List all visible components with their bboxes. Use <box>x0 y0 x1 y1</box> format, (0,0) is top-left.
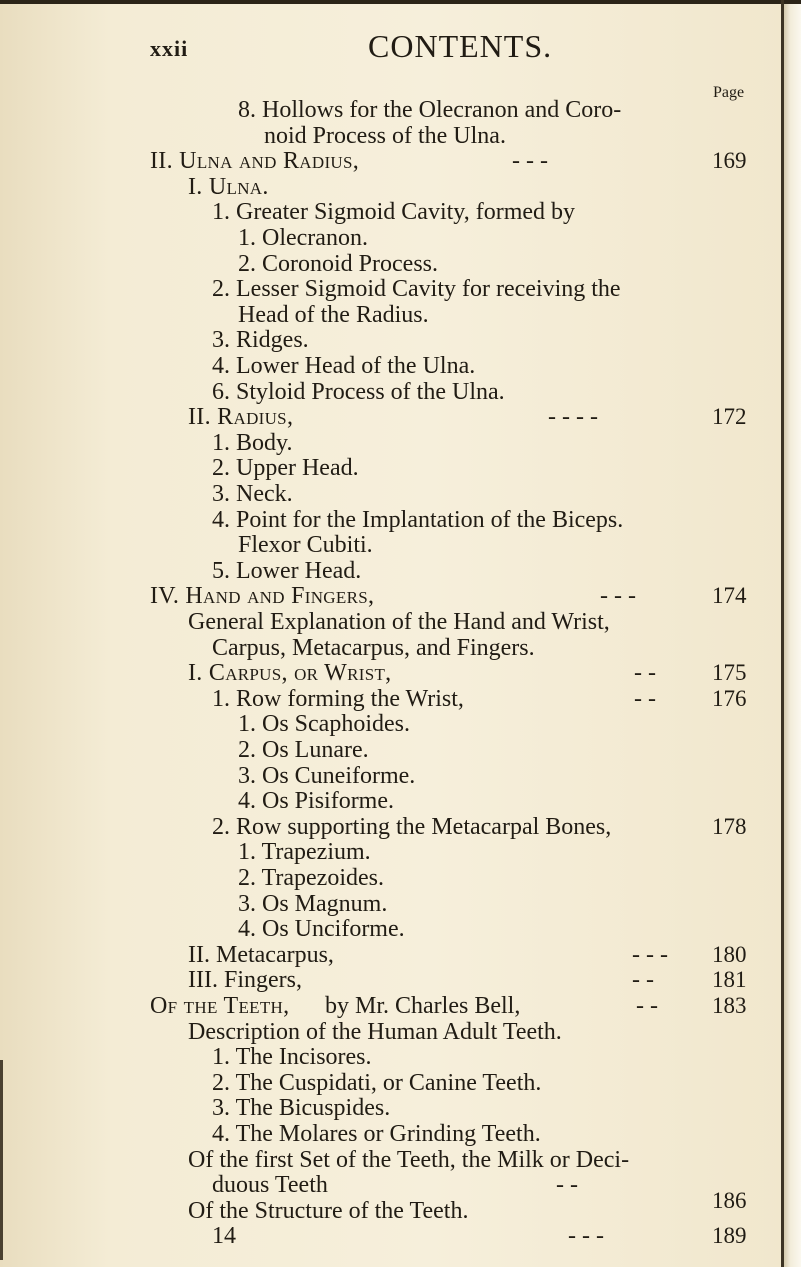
toc-entry: 1. Row forming the Wrist, <box>212 685 464 712</box>
toc-entry: Of the first Set of the Teeth, the Milk or Deci- <box>188 1146 630 1173</box>
toc-entry: 1. Os Scaphoides. <box>238 711 410 738</box>
page-number: 183 <box>712 993 747 1018</box>
page-number: 181 <box>712 967 747 993</box>
toc-entry: 3. Os Magnum. <box>238 890 388 917</box>
page-number: 176 <box>712 685 747 711</box>
leader-dots: - - - <box>600 583 636 610</box>
page-number: 175 <box>712 660 747 686</box>
page-number: 169 <box>712 148 747 174</box>
toc-entry: 2. Trapezoides. <box>238 865 384 891</box>
toc-entry: 4. Os Unciforme. <box>238 916 405 943</box>
toc-entry: 1. Body. <box>212 429 293 456</box>
toc-entry: 6. Styloid Process of the Ulna. <box>212 378 505 405</box>
toc-entry: 4. Lower Head of the Ulna. <box>212 353 476 379</box>
toc-entry: 4. The Molares or Grinding Teeth. <box>212 1121 541 1147</box>
toc-entry: 4. Point for the Implantation of the Biceps. <box>212 506 624 533</box>
page-column-label: Page <box>713 84 745 101</box>
toc-entry: 3. Neck. <box>212 481 293 507</box>
toc-entry: 1. The Incisores. <box>212 1044 372 1071</box>
toc-entry: 2. Os Lunare. <box>238 737 369 763</box>
toc-subsection-heading: I. Carpus, or Wrist, <box>188 660 392 687</box>
page-number: 180 <box>712 941 747 967</box>
toc-entry: 2. The Cuspidati, or Canine Teeth. <box>212 1069 542 1096</box>
leader-dots: - - - <box>632 941 668 968</box>
page-number: 186 <box>712 1187 747 1213</box>
toc-section-heading: Of the Teeth, <box>150 993 290 1019</box>
toc-entry: II. Metacarpus, <box>188 941 334 968</box>
toc-entry: 2. Coronoid Process. <box>238 250 438 277</box>
leader-dots: - - - <box>568 1223 604 1250</box>
leader-dots: - - <box>556 1172 578 1199</box>
toc-entry: Flexor Cubiti. <box>238 532 373 559</box>
toc-entry: 1. Greater Sigmoid Cavity, formed by <box>212 199 576 226</box>
toc-entry: 2. Lesser Sigmoid Cavity for receiving the <box>212 276 621 303</box>
toc-entry: 3. The Bicuspides. <box>212 1095 391 1122</box>
page-number: 178 <box>712 813 747 839</box>
toc-entry: 3. Os Cuneiforme. <box>238 762 416 789</box>
leader-dots: - - - - <box>548 404 598 431</box>
toc-subsection-heading: II. Radius, <box>188 404 294 431</box>
toc-entry: 2. Row supporting the Metacarpal Bones, <box>212 813 612 840</box>
leader-dots: - - - <box>512 148 548 175</box>
page-number: 172 <box>712 404 747 430</box>
toc-entry: 8. Hollows for the Olecranon and Coro- <box>238 97 622 123</box>
toc-entry: 5. Lower Head. <box>212 557 362 584</box>
leader-dots: - - <box>632 967 654 994</box>
leader-dots: - - <box>634 685 656 712</box>
toc-entry: Description of the Human Adult Teeth. <box>188 1018 562 1045</box>
toc-entry: noid Process of the Ulna. <box>264 122 506 149</box>
signature-mark: 14 <box>212 1223 236 1250</box>
leader-dots: - - <box>634 660 656 687</box>
toc-entry: 1. Trapezium. <box>238 839 371 866</box>
toc-entry: Carpus, Metacarpus, and Fingers. <box>212 634 535 661</box>
toc-entry: 2. Upper Head. <box>212 455 359 482</box>
toc-entry: Of the Structure of the Teeth. <box>188 1197 469 1224</box>
toc-entry: 1. Olecranon. <box>238 225 368 251</box>
toc-entry: Head of the Radius. <box>238 301 429 328</box>
toc-entry: III. Fingers, <box>188 967 302 994</box>
page-number: 174 <box>712 583 747 609</box>
toc-entry: General Explanation of the Hand and Wrist, <box>188 609 610 635</box>
page-number: 189 <box>712 1223 747 1249</box>
toc-entry: 4. Os Pisiforme. <box>238 788 394 815</box>
page-edge <box>783 0 801 1267</box>
toc-entry-author: by Mr. Charles Bell, <box>325 993 521 1019</box>
running-head-title: CONTENTS. <box>368 28 553 64</box>
toc-entry: duous Teeth <box>212 1172 328 1199</box>
toc-entry: 3. Ridges. <box>212 327 309 354</box>
leader-dots: - - <box>636 993 658 1019</box>
toc-section-heading: II. Ulna and Radius, <box>150 148 360 175</box>
folio-number: xxii <box>150 36 189 61</box>
toc-subsection-heading: I. Ulna. <box>188 173 269 200</box>
toc-section-heading: IV. Hand and Fingers, <box>150 583 375 610</box>
